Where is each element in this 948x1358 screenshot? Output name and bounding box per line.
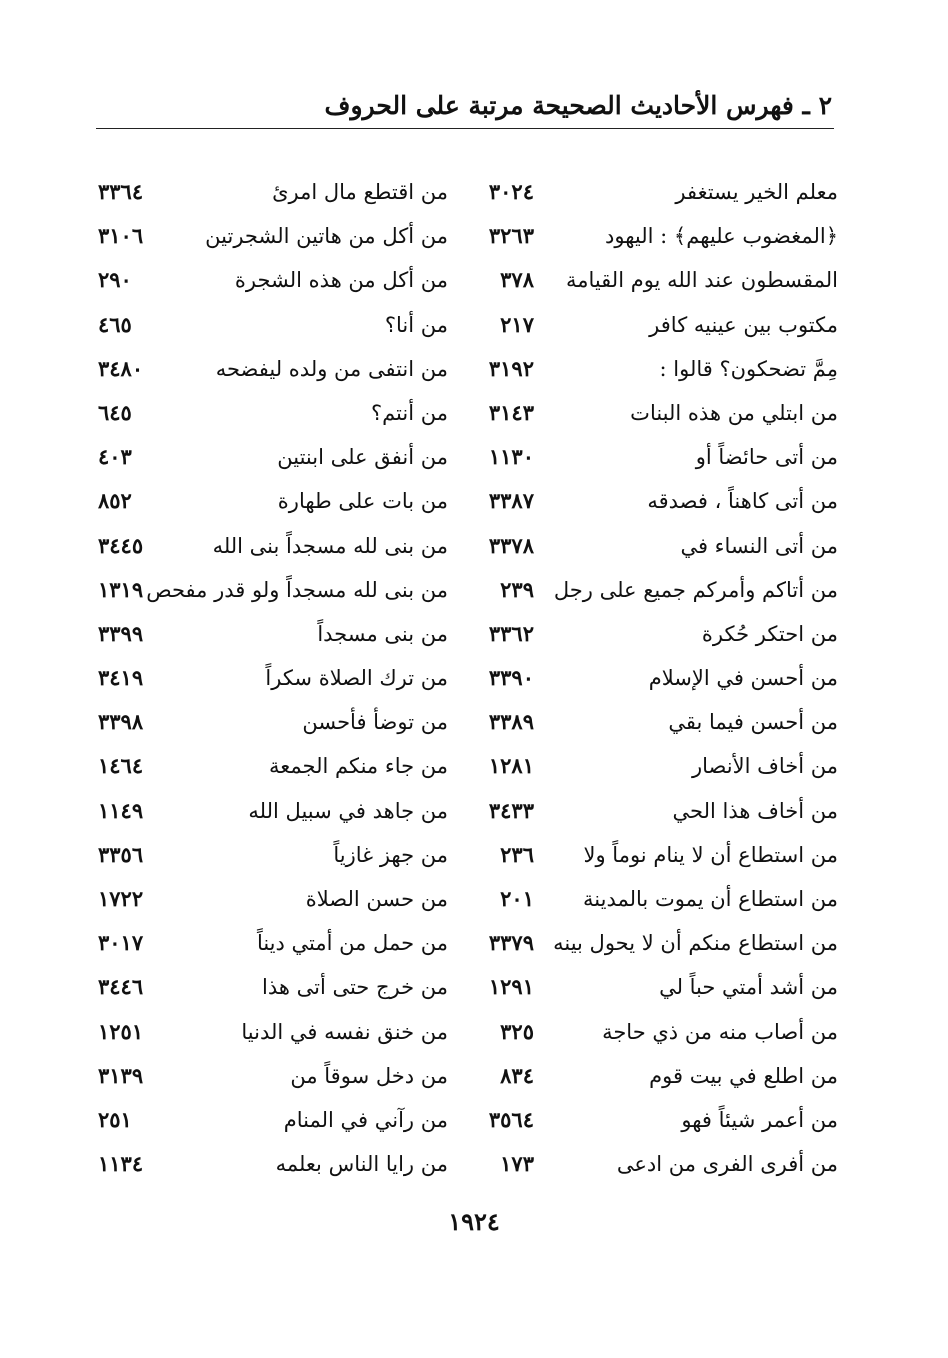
hadith-number-left: ٣٣٩٩ — [98, 620, 144, 646]
hadith-text-right: من أفرى الفرى من ادعى — [616, 1152, 838, 1177]
table-row — [0, 216, 948, 260]
hadith-number-left: ٣٤٤٦ — [98, 974, 144, 1000]
table-row — [0, 570, 948, 614]
table-row — [0, 481, 948, 525]
hadith-text-right: من أحسن في الإسلام — [648, 666, 838, 691]
hadith-text-left: من دخل سوقاً من — [290, 1063, 448, 1088]
table-row — [0, 835, 948, 879]
hadith-number-right: ٣٣٨٧ — [488, 488, 534, 514]
hadith-number-left: ١٣١٩ — [98, 576, 144, 602]
table-row — [0, 746, 948, 790]
hadith-number-left: ٣٠١٧ — [98, 930, 144, 956]
hadith-text-left: من اقتطع مال امرئ — [272, 180, 448, 204]
hadith-number-right: ٣٣٦٢ — [488, 620, 534, 646]
hadith-number-right: ٢٣٩ — [500, 576, 534, 602]
hadith-number-right: ٣٠٢٤ — [488, 179, 534, 204]
hadith-number-left: ٣٤٨٠ — [98, 355, 144, 381]
hadith-text-left: من خنق نفسه في الدنيا — [241, 1019, 448, 1044]
table-row — [0, 526, 948, 570]
hadith-number-right: ٣٢٥ — [500, 1018, 534, 1044]
hadith-number-right: ٨٣٤ — [500, 1062, 534, 1088]
hadith-number-left: ٣٣٥٦ — [98, 841, 144, 867]
hadith-number-left: ٢٥١ — [98, 1106, 132, 1132]
hadith-text-left: من أنا؟ — [384, 312, 448, 337]
page-number: ١٩٢٤ — [448, 1207, 500, 1236]
index-table — [0, 172, 948, 1188]
hadith-number-left: ١٢٥١ — [98, 1018, 144, 1044]
hadith-text-left: من انتفى من ولده ليفضحه — [215, 356, 448, 381]
hadith-number-right: ١٧٣ — [500, 1151, 534, 1177]
hadith-number-right: ٣٣٧٩ — [488, 930, 534, 956]
table-row — [0, 702, 948, 746]
hadith-number-left: ٣٤١٩ — [98, 665, 144, 691]
table-row — [0, 1144, 948, 1188]
hadith-number-right: ٣٣٩٠ — [488, 665, 534, 691]
hadith-text-right: من أعمر شيئاً فهو — [681, 1107, 838, 1132]
hadith-text-right: من اطلع في بيت قوم — [649, 1063, 838, 1088]
table-row — [0, 923, 948, 967]
hadith-text-right: من استطاع أن يموت بالمدينة — [583, 887, 838, 911]
hadith-number-left: ٦٤٥ — [98, 399, 132, 425]
table-row — [0, 1100, 948, 1144]
hadith-number-right: ٢١٧ — [500, 311, 534, 337]
hadith-number-left: ٨٥٢ — [98, 488, 132, 514]
hadith-text-left: من جاء منكم الجمعة — [269, 754, 448, 779]
hadith-number-right: ١١٣٠ — [488, 444, 534, 470]
hadith-text-left: من بنى لله مسجداً بنى الله — [212, 533, 448, 558]
hadith-text-right: من أشد أمتي حباً لي — [659, 975, 838, 1000]
hadith-text-left: من توضأ فأحسن — [302, 710, 448, 735]
hadith-text-right: مكتوب بين عينيه كافر — [649, 312, 838, 337]
hadith-text-left: من رايا الناس بعلمه — [275, 1152, 448, 1177]
hadith-number-right: ٣٥٦٤ — [488, 1106, 534, 1132]
table-row — [0, 349, 948, 393]
table-row — [0, 393, 948, 437]
hadith-text-left: من ترك الصلاة سكراً — [265, 666, 448, 691]
hadith-number-left: ٣١٠٦ — [98, 223, 144, 249]
hadith-text-right: من أصاب منه من ذي حاجة — [602, 1019, 838, 1044]
hadith-text-left: من بنى مسجداً — [317, 621, 448, 646]
page-header: ٢ ـ فهرس الأحاديث الصحيحة مرتبة على الحروف — [324, 91, 832, 120]
hadith-text-right: ﴿المغضوب عليهم﴾ : اليهود — [605, 224, 838, 249]
table-row — [0, 437, 948, 481]
hadith-text-right: من أتاكم وأمركم جميع على رجل — [553, 577, 838, 602]
hadith-number-left: ٣٤٤٥ — [98, 532, 144, 558]
table-row — [0, 658, 948, 702]
hadith-number-left: ٤٠٣ — [98, 444, 132, 470]
hadith-text-left: من حسن الصلاة — [305, 887, 448, 911]
hadith-text-right: من أخاف هذا الحي — [672, 798, 838, 823]
hadith-number-left: ٢٩٠ — [98, 267, 132, 293]
hadith-number-right: ٢٠١ — [500, 886, 534, 911]
hadith-text-left: من خرج حتى أتى هذا — [262, 975, 448, 1000]
hadith-text-left: من بنى لله مسجداً ولو قدر مفحص — [146, 577, 448, 602]
table-row — [0, 1056, 948, 1100]
hadith-number-left: ٣٣٩٨ — [98, 709, 144, 735]
hadith-text-right: مِمَّ تضحكون؟ قالوا : — [659, 356, 838, 381]
hadith-text-right: من احتكر حُكرة — [701, 621, 838, 646]
hadith-number-left: ٣١٣٩ — [98, 1062, 144, 1088]
hadith-number-right: ٣٣٨٩ — [488, 709, 534, 735]
hadith-number-right: ٣١٤٣ — [488, 399, 534, 425]
hadith-text-right: من أحسن فيما بقي — [668, 710, 838, 735]
hadith-text-left: من أنتم؟ — [370, 400, 448, 425]
hadith-text-right: معلم الخير يستغفر — [675, 180, 838, 204]
hadith-text-right: من أتى النساء في — [680, 533, 838, 558]
hadith-number-right: ٣٤٣٣ — [488, 797, 534, 823]
table-row — [0, 172, 948, 216]
table-row — [0, 879, 948, 923]
table-row — [0, 1012, 948, 1056]
hadith-number-left: ٤٦٥ — [98, 311, 132, 337]
hadith-text-left: من حمل من أمتي ديناً — [256, 931, 448, 956]
hadith-number-right: ٣٢٦٣ — [488, 223, 534, 249]
hadith-number-right: ٣١٩٢ — [488, 355, 534, 381]
hadith-text-right: من أتى كاهناً ، فصدقه — [647, 489, 838, 514]
table-row — [0, 614, 948, 658]
hadith-number-left: ٣٣٦٤ — [98, 179, 144, 204]
hadith-text-right: من ابتلي من هذه البنات — [630, 400, 838, 425]
header-rule — [96, 128, 834, 129]
hadith-number-right: ١٢٩١ — [488, 974, 534, 1000]
hadith-number-right: ٣٣٧٨ — [488, 532, 534, 558]
hadith-text-right: من استطاع منكم أن لا يحول بينه — [553, 931, 838, 956]
hadith-number-left: ١١٣٤ — [98, 1151, 144, 1177]
table-row — [0, 305, 948, 349]
hadith-text-left: من أنفق على ابنتين — [277, 445, 448, 470]
hadith-number-left: ١٤٦٤ — [98, 753, 144, 779]
hadith-number-left: ١٧٢٢ — [98, 886, 144, 911]
hadith-text-right: المقسطون عند الله يوم القيامة — [565, 268, 838, 293]
table-row — [0, 967, 948, 1011]
hadith-text-left: من أكل من هاتين الشجرتين — [205, 224, 448, 249]
hadith-text-left: من جهز غازياً — [333, 842, 448, 867]
table-row — [0, 260, 948, 304]
hadith-number-left: ١١٤٩ — [98, 797, 144, 823]
hadith-number-right: ١٢٨١ — [488, 753, 534, 779]
hadith-text-right: من استطاع أن لا ينام نوماً ولا — [583, 842, 838, 867]
hadith-text-right: من أتى حائضاً أو — [695, 445, 838, 470]
hadith-number-right: ٣٧٨ — [500, 267, 534, 293]
hadith-text-left: من رآني في المنام — [283, 1107, 448, 1132]
hadith-text-left: من أكل من هذه الشجرة — [234, 268, 448, 293]
hadith-text-left: من جاهد في سبيل الله — [248, 798, 448, 823]
hadith-text-right: من أخاف الأنصار — [692, 754, 838, 779]
hadith-number-right: ٢٣٦ — [500, 841, 534, 867]
table-row — [0, 791, 948, 835]
hadith-text-left: من بات على طهارة — [277, 489, 448, 514]
